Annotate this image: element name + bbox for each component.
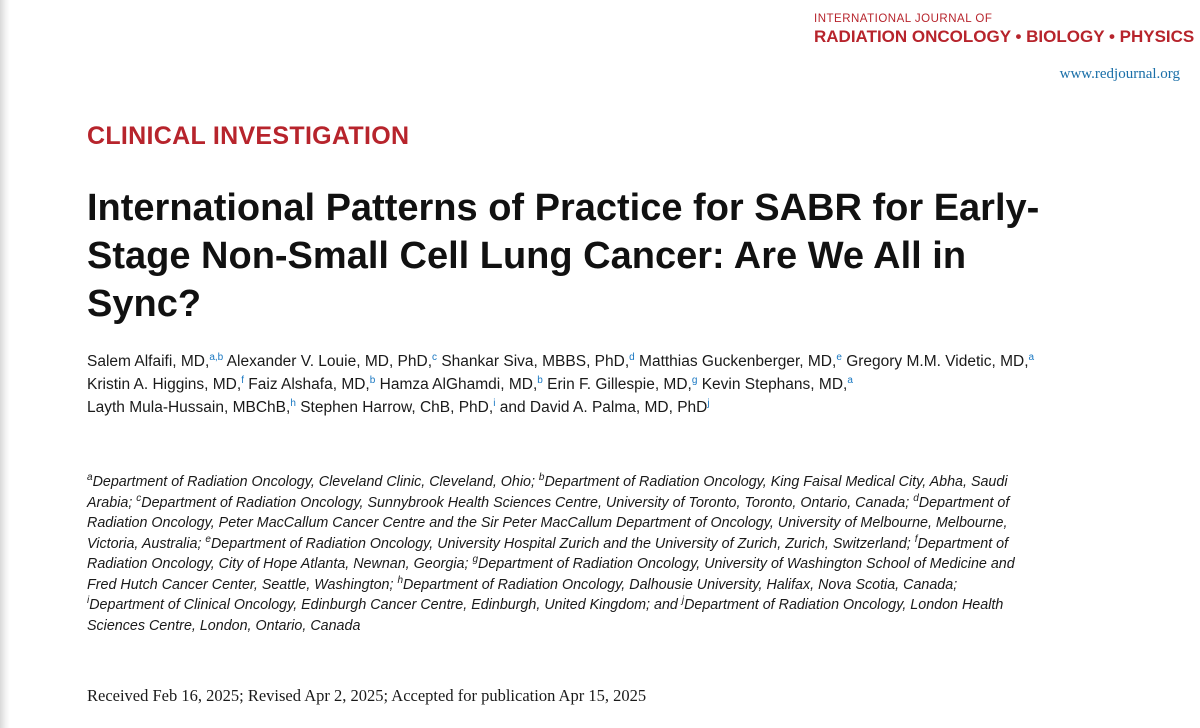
author-1[interactable]: Salem Alfaifi, MD,$^{a,b}$ [87,352,224,370]
affiliation-d: $^d$Department of Radiation Oncology, Peter MacCallum Cancer Centre and the Sir Peter MacCallum Department of Oncology, University of Melbourne, Melbourne, Victoria, Australia; [87,492,1010,552]
author-6[interactable]: Kristin A. Higgins, MD,$^f$ [87,375,244,393]
affiliation-e: $^e$Department of Radiation Oncology, University Hospital Zurich and the University of Zurich, Zurich, Switzerland; [205,533,915,552]
author-5[interactable]: Gregory M.M. Videtic, MD,$^a$ [846,352,1035,370]
author-8[interactable]: Hamza AlGhamdi, MD,$^b$ [379,375,543,393]
author-list [87,350,1037,419]
journal-name-line1: INTERNATIONAL JOURNAL OF [814,13,993,25]
author-12[interactable]: Stephen Harrow, ChB, PhD,$^i$ [300,398,496,416]
author-4[interactable]: Matthias Guckenberger, MD,$^e$ [639,352,842,370]
affiliation-g: $^g$Department of Radiation Oncology, University of Washington School of Medicine and Fred Hutch Cancer Center, Seattle, Washington; [87,554,1015,593]
journal-masthead [814,12,1194,48]
article-title: International Patterns of Practice for SABR for Early-Stage Non-Small Cell Lung Cancer: Are We All in Sync? [87,187,1040,325]
affiliations [87,472,1022,636]
author-14[interactable]: David A. Palma, MD, PhD$^j$ [529,398,710,416]
page-edge-shadow [0,0,10,728]
affiliation-j: $^j$Department of Radiation Oncology, London Health Sciences Centre, London, Ontario, Canada [87,595,1004,634]
author-10[interactable]: Kevin Stephans, MD,$^a$ [701,375,853,393]
affiliation-i: $^i$Department of Clinical Oncology, Edinburgh Cancer Centre, Edinburgh, United Kingdom; and [87,595,682,613]
affiliation-c: $^c$Department of Radiation Oncology, Sunnybrook Health Sciences Centre, University of Toronto, Toronto, Ontario, Canada; [136,492,914,511]
affiliation-a: $^a$Department of Radiation Oncology, Cleveland Clinic, Cleveland, Ohio; [87,472,539,490]
received-dates: Received Feb 16, 2025; Revised Apr 2, 2025; Accepted for publication Apr 15, 2025 [87,686,647,705]
author-9[interactable]: Erin F. Gillespie, MD,$^g$ [547,375,698,393]
author-3[interactable]: Shankar Siva, MBBS, PhD,$^d$ [441,352,635,370]
author-2[interactable]: Alexander V. Louie, MD, PhD,$^c$ [226,352,438,370]
journal-name-line2: RADIATION ONCOLOGY • BIOLOGY • PHYSICS [814,27,1195,46]
author-7[interactable]: Faiz Alshafa, MD,$^b$ [248,375,376,393]
author-conjunction: and [499,399,526,416]
author-11[interactable]: Layth Mula-Hussain, MBChB,$^h$ [87,398,296,416]
affiliation-b: $^b$Department of Radiation Oncology, King Faisal Medical City, Abha, Saudi Arabia; [87,472,1008,511]
journal-url-link[interactable]: www.redjournal.org [1059,66,1180,82]
affiliation-f: $^f$Department of Radiation Oncology, City of Hope Atlanta, Newnan, Georgia; [87,533,1009,572]
affiliation-h: $^h$Department of Radiation Oncology, Dalhousie University, Halifax, Nova Scotia, Canada; [397,574,958,593]
section-label: CLINICAL INVESTIGATION [87,122,410,150]
